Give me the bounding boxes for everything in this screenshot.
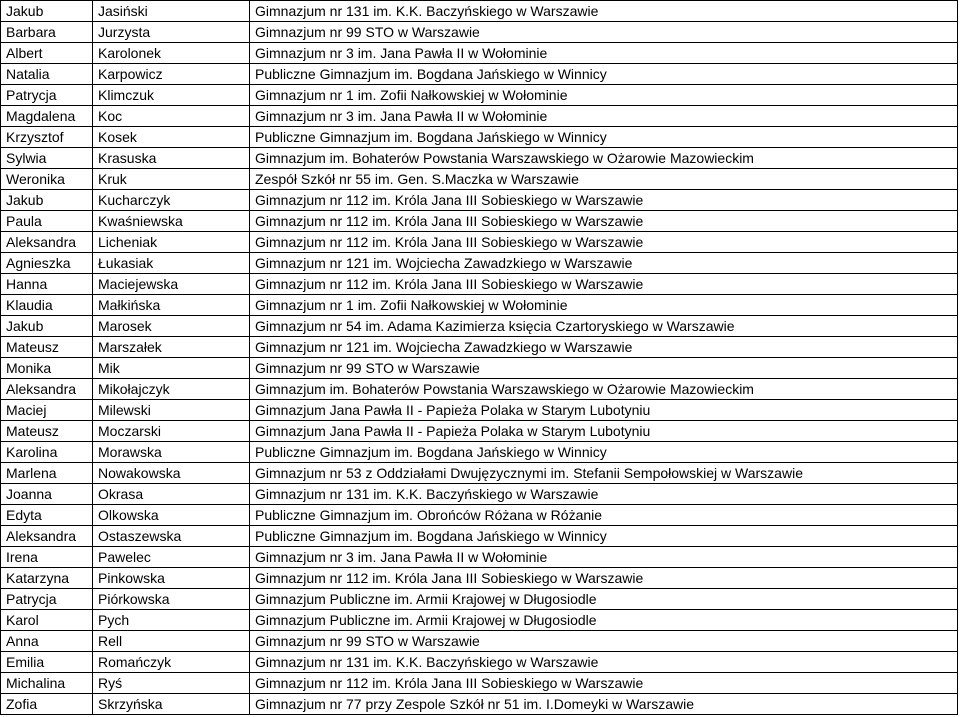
- last-name-cell: Kruk: [93, 169, 250, 190]
- table-row: [1, 505, 958, 526]
- first-name-cell: Krzysztof: [1, 127, 93, 148]
- table-row: [1, 652, 958, 673]
- table-row: [1, 274, 958, 295]
- school-cell: Gimnazjum nr 1 im. Zofii Nałkowskiej w Wołominie: [250, 85, 958, 106]
- first-name-cell: Magdalena: [1, 106, 93, 127]
- table-row: [1, 526, 958, 547]
- first-name-cell: Emilia: [1, 652, 93, 673]
- last-name-cell: Piórkowska: [93, 589, 250, 610]
- table-row: [1, 211, 958, 232]
- last-name-cell: Pinkowska: [93, 568, 250, 589]
- last-name-cell: Milewski: [93, 400, 250, 421]
- last-name-cell: Karolonek: [93, 43, 250, 64]
- last-name-cell: Klimczuk: [93, 85, 250, 106]
- school-cell: Gimnazjum Publiczne im. Armii Krajowej w Długosiodle: [250, 610, 958, 631]
- first-name-cell: Agnieszka: [1, 253, 93, 274]
- table-row: [1, 1, 958, 22]
- school-cell: Gimnazjum nr 3 im. Jana Pawła II w Wołominie: [250, 547, 958, 568]
- school-cell: Gimnazjum nr 121 im. Wojciecha Zawadzkiego w Warszawie: [250, 253, 958, 274]
- first-name-cell: Albert: [1, 43, 93, 64]
- first-name-cell: Weronika: [1, 169, 93, 190]
- school-cell: Gimnazjum nr 121 im. Wojciecha Zawadzkiego w Warszawie: [250, 337, 958, 358]
- last-name-cell: Kosek: [93, 127, 250, 148]
- last-name-cell: Łukasiak: [93, 253, 250, 274]
- table-row: [1, 631, 958, 652]
- last-name-cell: Mik: [93, 358, 250, 379]
- school-cell: Gimnazjum nr 112 im. Króla Jana III Sobieskiego w Warszawie: [250, 211, 958, 232]
- first-name-cell: Mateusz: [1, 421, 93, 442]
- first-name-cell: Paula: [1, 211, 93, 232]
- table-row: [1, 358, 958, 379]
- last-name-cell: Mikołajczyk: [93, 379, 250, 400]
- table-row: [1, 43, 958, 64]
- last-name-cell: Morawska: [93, 442, 250, 463]
- first-name-cell: Sylwia: [1, 148, 93, 169]
- last-name-cell: Kwaśniewska: [93, 211, 250, 232]
- last-name-cell: Maciejewska: [93, 274, 250, 295]
- table-row: [1, 547, 958, 568]
- last-name-cell: Pawelec: [93, 547, 250, 568]
- last-name-cell: Ostaszewska: [93, 526, 250, 547]
- first-name-cell: Hanna: [1, 274, 93, 295]
- first-name-cell: Irena: [1, 547, 93, 568]
- first-name-cell: Klaudia: [1, 295, 93, 316]
- school-cell: Gimnazjum Jana Pawła II - Papieża Polaka w Starym Lubotyniu: [250, 400, 958, 421]
- first-name-cell: Natalia: [1, 64, 93, 85]
- first-name-cell: Aleksandra: [1, 232, 93, 253]
- table-row: [1, 610, 958, 631]
- table-row: [1, 106, 958, 127]
- first-name-cell: Patrycja: [1, 85, 93, 106]
- first-name-cell: Katarzyna: [1, 568, 93, 589]
- first-name-cell: Karol: [1, 610, 93, 631]
- table-row: [1, 694, 958, 715]
- last-name-cell: Pych: [93, 610, 250, 631]
- first-name-cell: Edyta: [1, 505, 93, 526]
- table-row: [1, 673, 958, 694]
- table-row: [1, 148, 958, 169]
- table-row: [1, 316, 958, 337]
- last-name-cell: Karpowicz: [93, 64, 250, 85]
- first-name-cell: Anna: [1, 631, 93, 652]
- table-row: [1, 64, 958, 85]
- table-row: [1, 169, 958, 190]
- table-row: [1, 421, 958, 442]
- last-name-cell: Licheniak: [93, 232, 250, 253]
- first-name-cell: Karolina: [1, 442, 93, 463]
- table-row: [1, 589, 958, 610]
- first-name-cell: Marlena: [1, 463, 93, 484]
- school-cell: Gimnazjum nr 131 im. K.K. Baczyńskiego w Warszawie: [250, 484, 958, 505]
- table-row: [1, 337, 958, 358]
- last-name-cell: Jasiński: [93, 1, 250, 22]
- first-name-cell: Patrycja: [1, 589, 93, 610]
- school-cell: Gimnazjum nr 77 przy Zespole Szkół nr 51 im. I.Domeyki w Warszawie: [250, 694, 958, 715]
- participants-table-body: [1, 1, 958, 715]
- school-cell: Gimnazjum nr 3 im. Jana Pawła II w Wołominie: [250, 106, 958, 127]
- last-name-cell: Skrzyńska: [93, 694, 250, 715]
- school-cell: Gimnazjum nr 53 z Oddziałami Dwujęzycznymi im. Stefanii Sempołowskiej w Warszawie: [250, 463, 958, 484]
- school-cell: Publiczne Gimnazjum im. Bogdana Jańskiego w Winnicy: [250, 442, 958, 463]
- first-name-cell: Mateusz: [1, 337, 93, 358]
- school-cell: Gimnazjum nr 112 im. Króla Jana III Sobieskiego w Warszawie: [250, 673, 958, 694]
- school-cell: Gimnazjum nr 112 im. Króla Jana III Sobieskiego w Warszawie: [250, 568, 958, 589]
- first-name-cell: Jakub: [1, 316, 93, 337]
- school-cell: Gimnazjum im. Bohaterów Powstania Warszawskiego w Ożarowie Mazowieckim: [250, 148, 958, 169]
- last-name-cell: Okrasa: [93, 484, 250, 505]
- table-row: [1, 127, 958, 148]
- school-cell: Gimnazjum nr 131 im. K.K. Baczyńskiego w Warszawie: [250, 1, 958, 22]
- last-name-cell: Jurzysta: [93, 22, 250, 43]
- school-cell: Zespół Szkół nr 55 im. Gen. S.Maczka w Warszawie: [250, 169, 958, 190]
- first-name-cell: Jakub: [1, 1, 93, 22]
- school-cell: Publiczne Gimnazjum im. Bogdana Jańskiego w Winnicy: [250, 526, 958, 547]
- table-row: [1, 568, 958, 589]
- last-name-cell: Olkowska: [93, 505, 250, 526]
- table-row: [1, 400, 958, 421]
- school-cell: Publiczne Gimnazjum im. Bogdana Jańskiego w Winnicy: [250, 64, 958, 85]
- table-row: [1, 442, 958, 463]
- school-cell: Gimnazjum nr 112 im. Króla Jana III Sobieskiego w Warszawie: [250, 232, 958, 253]
- school-cell: Publiczne Gimnazjum im. Obrońców Różana w Różanie: [250, 505, 958, 526]
- table-row: [1, 463, 958, 484]
- table-row: [1, 232, 958, 253]
- school-cell: Gimnazjum nr 54 im. Adama Kazimierza księcia Czartoryskiego w Warszawie: [250, 316, 958, 337]
- first-name-cell: Zofia: [1, 694, 93, 715]
- school-cell: Gimnazjum nr 99 STO w Warszawie: [250, 22, 958, 43]
- last-name-cell: Nowakowska: [93, 463, 250, 484]
- last-name-cell: Moczarski: [93, 421, 250, 442]
- school-cell: Publiczne Gimnazjum im. Bogdana Jańskiego w Winnicy: [250, 127, 958, 148]
- table-row: [1, 190, 958, 211]
- table-row: [1, 22, 958, 43]
- first-name-cell: Monika: [1, 358, 93, 379]
- first-name-cell: Barbara: [1, 22, 93, 43]
- last-name-cell: Krasuska: [93, 148, 250, 169]
- school-cell: Gimnazjum nr 1 im. Zofii Nałkowskiej w Wołominie: [250, 295, 958, 316]
- table-row: [1, 253, 958, 274]
- first-name-cell: Michalina: [1, 673, 93, 694]
- first-name-cell: Aleksandra: [1, 526, 93, 547]
- last-name-cell: Rell: [93, 631, 250, 652]
- school-cell: Gimnazjum nr 112 im. Króla Jana III Sobieskiego w Warszawie: [250, 274, 958, 295]
- school-cell: Gimnazjum Publiczne im. Armii Krajowej w Długosiodle: [250, 589, 958, 610]
- school-cell: Gimnazjum Jana Pawła II - Papieża Polaka w Starym Lubotyniu: [250, 421, 958, 442]
- table-row: [1, 484, 958, 505]
- table-row: [1, 295, 958, 316]
- table-row: [1, 379, 958, 400]
- first-name-cell: Maciej: [1, 400, 93, 421]
- school-cell: Gimnazjum im. Bohaterów Powstania Warszawskiego w Ożarowie Mazowieckim: [250, 379, 958, 400]
- last-name-cell: Kucharczyk: [93, 190, 250, 211]
- last-name-cell: Marszałek: [93, 337, 250, 358]
- school-cell: Gimnazjum nr 112 im. Króla Jana III Sobieskiego w Warszawie: [250, 190, 958, 211]
- first-name-cell: Joanna: [1, 484, 93, 505]
- last-name-cell: Małkińska: [93, 295, 250, 316]
- last-name-cell: Marosek: [93, 316, 250, 337]
- last-name-cell: Koc: [93, 106, 250, 127]
- school-cell: Gimnazjum nr 99 STO w Warszawie: [250, 631, 958, 652]
- school-cell: Gimnazjum nr 3 im. Jana Pawła II w Wołominie: [250, 43, 958, 64]
- last-name-cell: Ryś: [93, 673, 250, 694]
- school-cell: Gimnazjum nr 99 STO w Warszawie: [250, 358, 958, 379]
- table-row: [1, 85, 958, 106]
- first-name-cell: Jakub: [1, 190, 93, 211]
- school-cell: Gimnazjum nr 131 im. K.K. Baczyńskiego w Warszawie: [250, 652, 958, 673]
- first-name-cell: Aleksandra: [1, 379, 93, 400]
- last-name-cell: Romańczyk: [93, 652, 250, 673]
